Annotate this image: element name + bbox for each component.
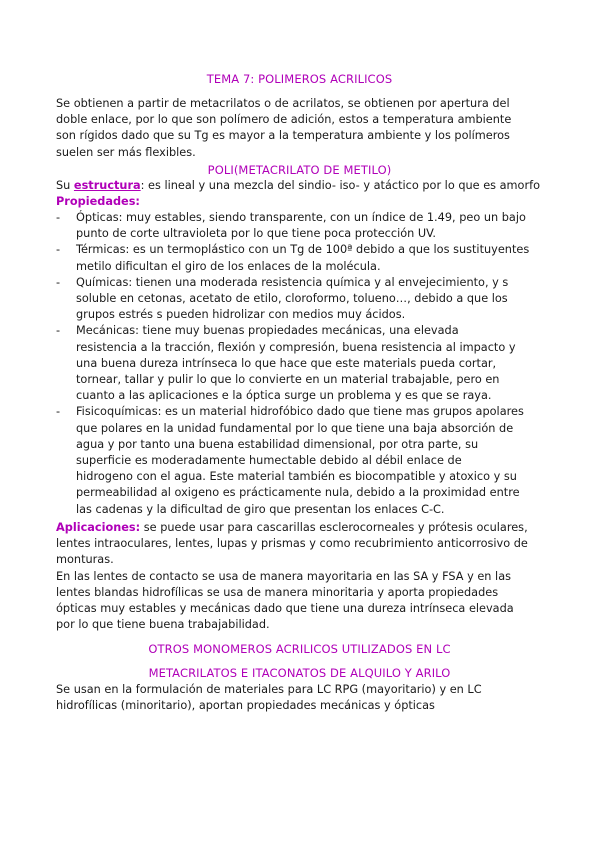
intro-line: suelen ser más flexibles. bbox=[56, 145, 196, 159]
structure-paragraph bbox=[56, 178, 551, 210]
metacrilatos-line: Se usan en la formulación de materiales para LC RPG (mayoritario) y en LC bbox=[56, 683, 482, 696]
list-item-line: soluble en cetonas, acetato de etilo, cloroformo, tolueno…, debido a que los bbox=[76, 292, 508, 306]
applications-line: ópticas muy estables y mecánicas dado que tiene una dureza intrínseca elevada bbox=[56, 602, 514, 616]
structure-label: estructura bbox=[73, 179, 141, 192]
structure-line bbox=[56, 178, 551, 194]
list-item bbox=[56, 404, 556, 517]
list-item-line: agua y por tanto una buena estabilidad dimensional, por otra parte, su bbox=[76, 437, 479, 451]
list-item-line: grupos estrés s pueden hidrolizar con medios muy ácidos. bbox=[76, 308, 406, 322]
list-item-line: metilo dificultan el giro de los enlaces de la molécula. bbox=[76, 259, 381, 273]
applications-first-text: se puede usar para cascarillas esclerocorneales y prótesis oculares, bbox=[140, 521, 528, 534]
applications-label: Aplicaciones: bbox=[56, 521, 141, 534]
section-heading-pmma: POLI(METACRILATO DE METILO) bbox=[207, 163, 392, 177]
applications-line: lentes blandas hidrofílicas se usa de manera minoritaria y aporta propiedades bbox=[56, 585, 499, 599]
list-dash: - bbox=[56, 405, 61, 419]
applications-paragraph bbox=[56, 520, 551, 633]
applications-line: por lo que tiene buena trabajabilidad. bbox=[56, 618, 270, 632]
list-item-line: las cadenas y la dificultad de giro que presentan los enlaces C-C. bbox=[76, 502, 445, 516]
intro-line: son rígidos dado que su Tg es mayor a la temperatura ambiente y los polímeros bbox=[56, 129, 510, 143]
properties-list bbox=[56, 210, 556, 518]
list-item-line: Térmicas: es un termoplástico con un Tg de 100ª debido a que los sustituyentes bbox=[76, 243, 530, 257]
applications-line: lentes intraoculares, lentes, lupas y prismas y como recubrimiento anticorrosivo de bbox=[56, 537, 528, 551]
structure-prefix: Su bbox=[56, 179, 74, 192]
section-heading-metacrilatos: METACRILATOS E ITACONATOS DE ALQUILO Y ARILO bbox=[148, 666, 451, 680]
list-item-line: tornear, tallar y pulir lo que lo convierte en un material trabajable, pero en bbox=[76, 373, 500, 387]
intro-line: Se obtienen a partir de metacrilatos o de acrilatos, se obtienen por apertura del bbox=[56, 97, 510, 110]
list-item-line: una buena dureza intrínseca lo que hace que este materials pueda cortar, bbox=[76, 356, 497, 370]
list-item-line: punto de corte ultravioleta por lo que tiene poca protección UV. bbox=[76, 227, 437, 241]
list-item bbox=[56, 323, 556, 404]
list-item-line: Ópticas: muy estables, siendo transparente, con un índice de 1.49, peo un bajo bbox=[76, 211, 526, 224]
list-item-line: hidrogeno con el agua. Este material también es biocompatible y atoxico y su bbox=[76, 470, 517, 484]
list-item-line: resistencia a la tracción, flexión y compresión, buena resistencia al impacto y bbox=[76, 340, 516, 354]
intro-paragraph bbox=[56, 96, 551, 161]
list-item-line: superficie es moderadamente humectable debido al débil enlace de bbox=[76, 454, 462, 468]
metacrilatos-line: hidrofílicas (minoritario), aportan propiedades mecánicas y ópticas bbox=[56, 699, 435, 713]
list-item-line: que polares en la unidad fundamental por lo que tiene una baja absorción de bbox=[76, 421, 514, 435]
list-item bbox=[56, 210, 556, 242]
structure-text: : es lineal y una mezcla del sindio- iso- y atáctico por lo que es amorfo bbox=[140, 179, 540, 192]
metacrilatos-paragraph bbox=[56, 682, 551, 714]
properties-label: Propiedades: bbox=[56, 195, 140, 209]
list-item-line: permeabilidad al oxigeno es prácticamente nula, debido a la proximidad entre bbox=[76, 486, 520, 500]
applications-first-line bbox=[56, 520, 551, 536]
intro-line: doble enlace, por lo que son polímero de adición, estos a temperatura ambiente bbox=[56, 113, 512, 127]
list-item bbox=[56, 275, 556, 324]
list-item bbox=[56, 242, 556, 274]
list-item-line: Fisicoquímicas: es un material hidrofóbico dado que tiene mas grupos apolares bbox=[76, 405, 524, 419]
list-dash: - bbox=[56, 211, 61, 224]
applications-line: monturas. bbox=[56, 553, 114, 567]
section-heading-others: OTROS MONOMEROS ACRILICOS UTILIZADOS EN LC bbox=[148, 642, 451, 656]
list-item-line: Mecánicas: tiene muy buenas propiedades mecánicas, una elevada bbox=[76, 324, 459, 338]
page-title: TEMA 7: POLIMEROS ACRILICOS bbox=[206, 72, 393, 86]
list-item-line: Químicas: tienen una moderada resistencia química y al envejecimiento, y s bbox=[76, 275, 509, 289]
list-item-line: cuanto a las aplicaciones e la óptica surge un problema y es que se raya. bbox=[76, 389, 492, 403]
list-dash: - bbox=[56, 324, 61, 338]
list-dash: - bbox=[56, 275, 61, 289]
list-dash: - bbox=[56, 243, 61, 257]
applications-line: En las lentes de contacto se usa de manera mayoritaria en las SA y FSA y en las bbox=[56, 569, 512, 583]
